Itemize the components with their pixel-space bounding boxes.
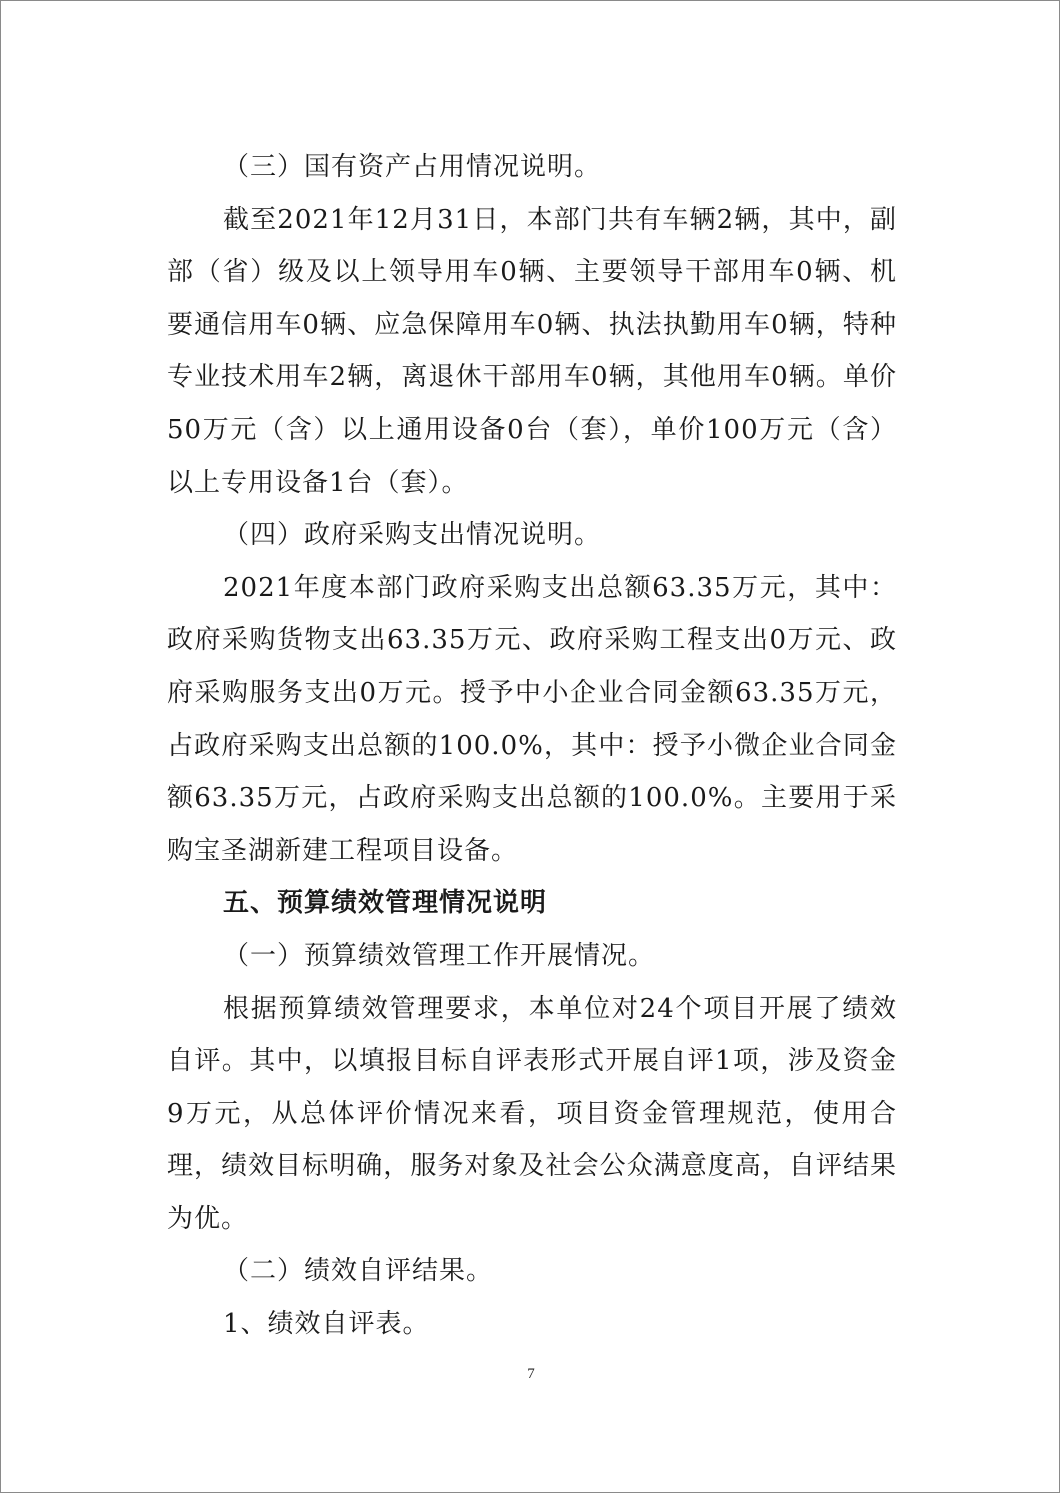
subheading-state-assets: （三）国有资产占用情况说明。 (223, 152, 602, 182)
paragraph-self-evaluation-table: 1、绩效自评表。 (223, 1309, 430, 1340)
subheading-performance-work: （一）预算绩效管理工作开展情况。 (223, 940, 656, 971)
page-number: 7 (527, 1366, 535, 1382)
paragraph-self-evaluation: 根据预算绩效管理要求，本单位对24个项目开展了绩效自评。其中，以填报目标自评表形式开展自评1项，涉及资金9万元，从总体评价情况来看，项目资金管理规范，使用合理，绩效目标明确，服务对象及社会公众满意度高，自评结果为优。 (167, 993, 897, 1234)
paragraph-vehicles-equipment: 截至2021年12月31日，本部门共有车辆2辆，其中，副部（省）级及以上领导用车0辆、主要领导干部用车0辆、机要通信用车0辆、应急保障用车0辆、执法执勤用车0辆，特种专业技术用车2辆，离退休干部用车0辆，其他用车0辆。单价50万元（含）以上通用设备0台（套），单价100万元（含）以上专用设备1台（套）。 (167, 204, 897, 498)
subheading-government-procurement: （四）政府采购支出情况说明。 (223, 520, 602, 551)
heading-budget-performance: 五、预算绩效管理情况说明 (223, 888, 548, 919)
subheading-self-evaluation-results: （二）绩效自评结果。 (223, 1256, 494, 1287)
document-body (167, 141, 897, 1351)
paragraph-procurement-details: 2021年度本部门政府采购支出总额63.35万元，其中：政府采购货物支出63.35万元、政府采购工程支出0万元、政府采购服务支出0万元。授予中小企业合同金额63.35万元，占政府采购支出总额的100.0%，其中：授予小微企业合同金额63.35万元，占政府采购支出总额的100.0%。主要用于采购宝圣湖新建工程项目设备。 (167, 572, 897, 866)
